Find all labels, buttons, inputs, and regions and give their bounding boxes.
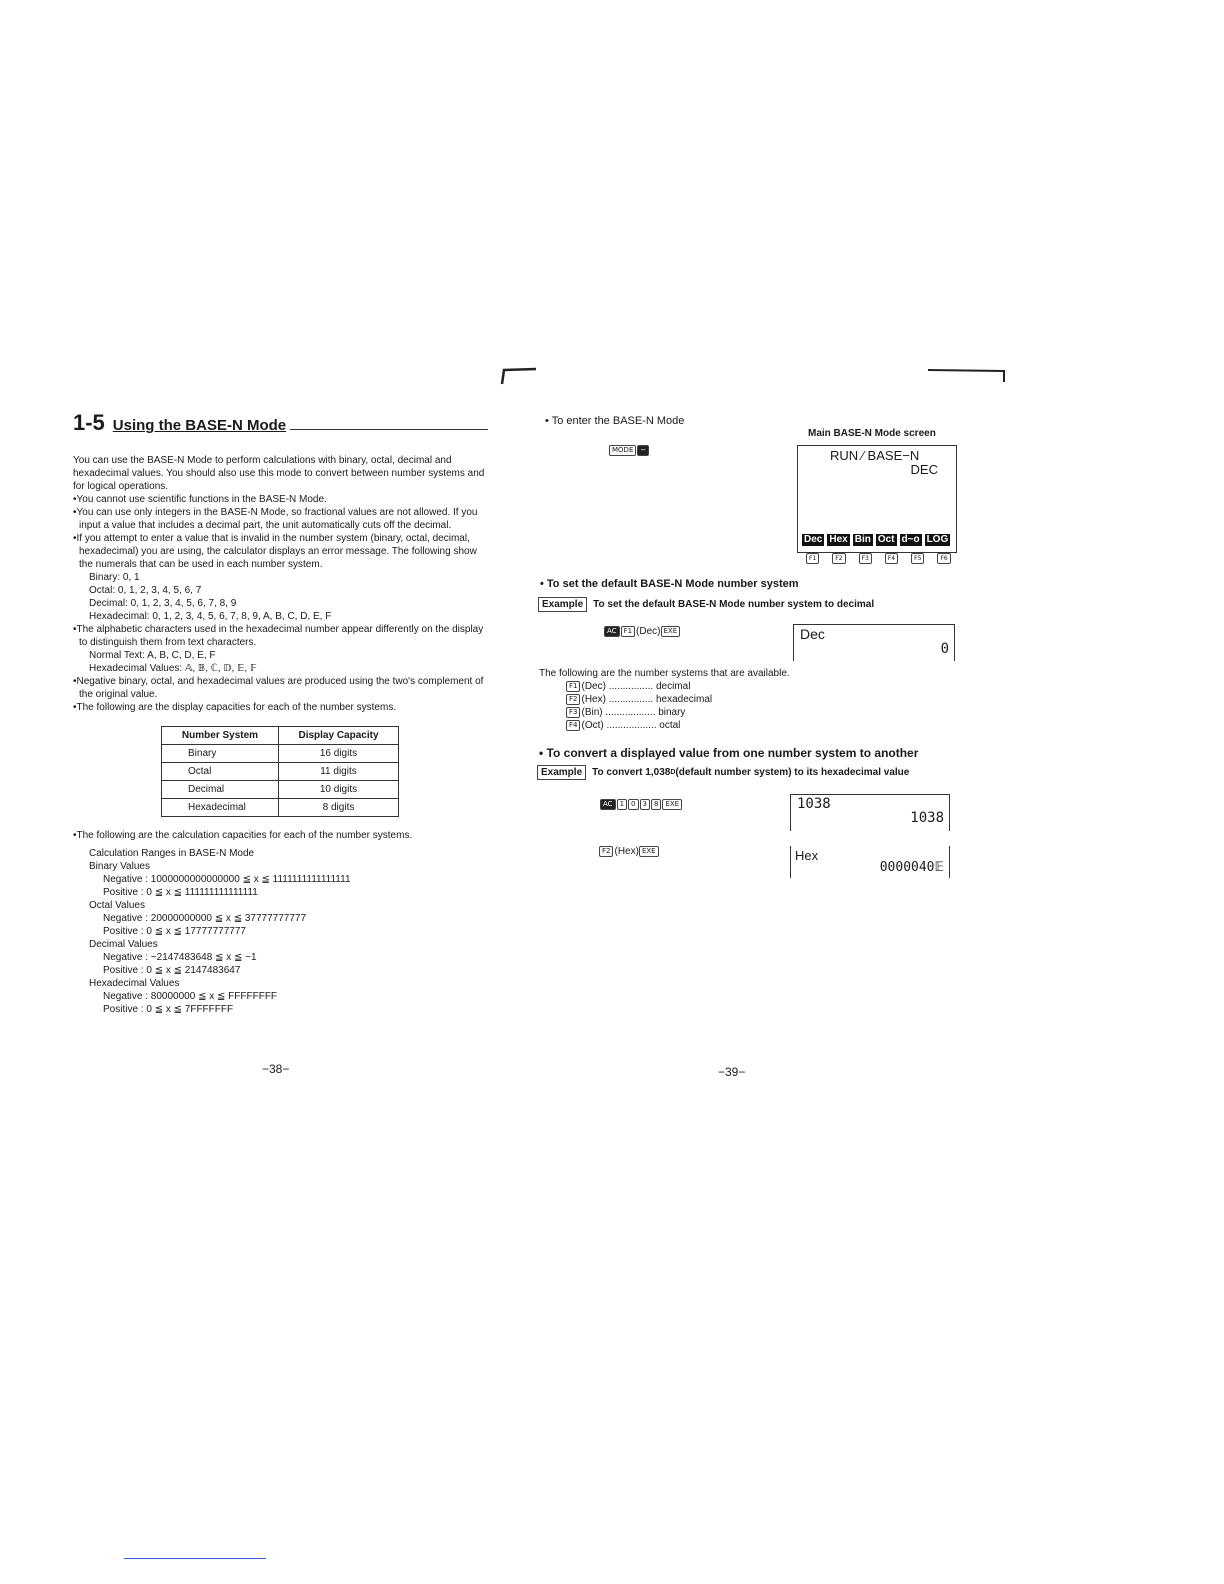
range-negative: Negative : 1000000000000000 ≦ x ≦ 1111111111111111 xyxy=(103,874,351,885)
bottom-rule xyxy=(124,1558,266,1559)
exe-key-icon: EXE xyxy=(661,626,681,637)
enter-key-sequence xyxy=(609,442,650,460)
table-row xyxy=(162,745,399,763)
example2-line xyxy=(537,765,909,780)
dec-paren-label: (Dec) xyxy=(636,626,661,638)
normal-text-line: Normal Text: A, B, C, D, E, F xyxy=(89,650,216,661)
bullet-calc: •The following are the calculation capacities for each of the number systems. xyxy=(73,830,413,841)
crop-mark-icon xyxy=(500,366,540,386)
available-text: The following are the number systems that are available. xyxy=(539,668,790,679)
main-screen-label: Main BASE-N Mode screen xyxy=(808,428,936,439)
lcd-1038-display xyxy=(790,794,950,831)
enter-heading xyxy=(545,415,684,427)
range-label: Binary Values xyxy=(89,861,150,872)
lcd-dec-top: Dec xyxy=(800,626,825,642)
exe-key-icon: EXE xyxy=(662,799,682,810)
table-cell: Hexadecimal xyxy=(162,799,279,817)
convert-heading: • To convert a displayed value from one number system to another xyxy=(539,746,919,760)
table-row xyxy=(162,763,399,781)
ac-key-icon: AC xyxy=(600,799,616,810)
capacity-table xyxy=(161,726,399,817)
lcd-hex-top: Hex xyxy=(795,848,819,863)
f6-key-icon: F6 xyxy=(937,553,950,564)
hex-paren-label: (Hex) xyxy=(614,846,639,858)
digit-3-key-icon: 3 xyxy=(640,799,650,810)
exe-key-icon: EXE xyxy=(639,846,659,857)
system-name: (Oct) xyxy=(581,720,604,731)
bullet-alpha: •The alphabetic characters used in the hexadecimal number appear differently on the display to distinguish them from text characters. xyxy=(73,624,484,648)
list-item xyxy=(566,693,712,706)
lcd-hex-display xyxy=(790,846,950,878)
lcd-1038-value: 1038 xyxy=(910,810,944,826)
f2-key-icon: F2 xyxy=(566,694,580,705)
f2-key-icon: F2 xyxy=(832,553,845,564)
system-desc: binary xyxy=(658,707,686,718)
menu-oct[interactable]: Oct xyxy=(877,534,895,545)
lcd-hex-value: 0000040𝔼 xyxy=(879,860,944,875)
section-number: 1-5 xyxy=(73,410,105,435)
page-number-right: −39− xyxy=(718,1065,746,1079)
intro-paragraph: You can use the BASE-N Mode to perform calculations with binary, octal, decimal and hexadecimal values. You should also use this mode to convert between number systems and for logical operations. xyxy=(73,455,485,492)
table-header-row xyxy=(162,727,399,745)
ac-key-icon: AC xyxy=(604,626,620,637)
function-menu-bar xyxy=(802,534,950,546)
list-item xyxy=(566,680,712,693)
range-positive: Positive : 0 ≦ x ≦ 17777777777 xyxy=(103,926,246,937)
example1-text: To set the default BASE-N Mode number system to decimal xyxy=(593,599,875,610)
digit-8-key-icon: 8 xyxy=(651,799,661,810)
f1-key-icon: F1 xyxy=(566,681,580,692)
calc-heading: Calculation Ranges in BASE-N Mode xyxy=(89,848,255,859)
table-cell: Octal xyxy=(162,763,279,781)
system-name: (Dec) xyxy=(581,681,606,692)
menu-bin[interactable]: Bin xyxy=(854,534,871,545)
numerals-hexadecimal: Hexadecimal: 0, 1, 2, 3, 4, 5, 6, 7, 8, 9, A, B, C, D, E, F xyxy=(89,611,332,622)
table-header: Display Capacity xyxy=(279,727,399,745)
f2-key-icon: F2 xyxy=(599,846,613,857)
list-item xyxy=(566,706,712,719)
numerals-octal: Octal: 0, 1, 2, 3, 4, 5, 6, 7 xyxy=(89,585,202,596)
leader-dots: .................. xyxy=(606,720,657,731)
menu-dec[interactable]: Dec xyxy=(804,534,823,545)
f1-key-icon: F1 xyxy=(621,626,635,637)
heading-rule xyxy=(290,419,488,430)
f4-key-icon: F4 xyxy=(566,720,580,731)
example2-hex-sequence xyxy=(599,846,660,857)
list-item xyxy=(566,719,712,732)
example1-key-sequence xyxy=(604,626,681,637)
leader-dots: ................ xyxy=(608,694,654,705)
f3-key-icon: F3 xyxy=(566,707,580,718)
example-badge: Example xyxy=(538,597,587,612)
table-header: Number System xyxy=(162,727,279,745)
range-positive: Positive : 0 ≦ x ≦ 2147483647 xyxy=(103,965,241,976)
section-title: Using the BASE-N Mode xyxy=(112,417,287,434)
table-cell: Decimal xyxy=(162,781,279,799)
example1-line xyxy=(538,597,874,612)
range-label: Hexadecimal Values xyxy=(89,978,180,989)
lcd-1038-top: 1038 xyxy=(797,796,831,812)
table-cell: 11 digits xyxy=(279,763,399,781)
intro-block xyxy=(73,454,488,714)
leader-dots: ................ xyxy=(608,681,654,692)
section-heading xyxy=(73,410,488,436)
minus-key-icon: − xyxy=(637,445,649,456)
table-cell: Binary xyxy=(162,745,279,763)
numerals-binary: Binary: 0, 1 xyxy=(89,572,140,583)
menu-log[interactable]: LOG xyxy=(926,534,949,545)
example2-key-sequence xyxy=(600,796,683,814)
f4-key-icon: F4 xyxy=(885,553,898,564)
enter-heading-text: • To enter the BASE-N Mode xyxy=(545,415,685,427)
lcd-dec-display xyxy=(793,624,955,661)
example-badge: Example xyxy=(537,765,586,780)
table-row xyxy=(162,799,399,817)
range-label: Decimal Values xyxy=(89,939,158,950)
f3-key-icon: F3 xyxy=(859,553,872,564)
range-negative: Negative : −2147483648 ≦ x ≦ −1 xyxy=(103,952,257,963)
table-row xyxy=(162,781,399,799)
menu-d-o[interactable]: d~o xyxy=(901,534,920,545)
bullet-scientific: •You cannot use scientific functions in the BASE-N Mode. xyxy=(73,494,327,505)
default-heading: • To set the default BASE-N Mode number system xyxy=(540,578,799,590)
leader-dots: .................. xyxy=(605,707,656,718)
bullet-display: •The following are the display capacities for each of the number systems. xyxy=(73,702,397,713)
screen-line-dec: DEC xyxy=(910,462,938,477)
mode-key-icon: MODE xyxy=(609,445,636,456)
system-desc: hexadecimal xyxy=(655,694,713,705)
digit-0-key-icon: 0 xyxy=(628,799,638,810)
hex-values-line: Hexadecimal Values: 𝔸, 𝔹, ℂ, 𝔻, 𝔼, 𝔽 xyxy=(89,663,257,674)
system-desc: octal xyxy=(659,720,681,731)
range-label: Octal Values xyxy=(89,900,145,911)
bullet-invalid: •If you attempt to enter a value that is invalid in the number system (binary, octal, decimal, hexadecimal) you are using, the calculator displays an error message. The following show the numerals that can be used in each number system. xyxy=(73,533,477,570)
fkey-row xyxy=(806,553,952,564)
table-cell: 10 digits xyxy=(279,781,399,799)
calc-ranges-block xyxy=(73,829,488,1016)
f1-key-icon: F1 xyxy=(806,553,819,564)
example2-sub: D xyxy=(670,769,676,776)
range-negative: Negative : 80000000 ≦ x ≦ FFFFFFFF xyxy=(103,991,278,1002)
system-desc: decimal xyxy=(655,681,691,692)
range-positive: Positive : 0 ≦ x ≦ 7FFFFFFF xyxy=(103,1004,234,1015)
range-negative: Negative : 20000000000 ≦ x ≦ 37777777777 xyxy=(103,913,307,924)
numerals-decimal: Decimal: 0, 1, 2, 3, 4, 5, 6, 7, 8, 9 xyxy=(89,598,237,609)
digit-1-key-icon: 1 xyxy=(617,799,627,810)
left-page xyxy=(73,410,488,1016)
main-screen-display xyxy=(797,445,957,553)
page-number-left: −38− xyxy=(262,1062,290,1076)
crop-mark-icon xyxy=(928,366,1008,386)
table-cell: 8 digits xyxy=(279,799,399,817)
menu-hex[interactable]: Hex xyxy=(829,534,848,545)
systems-list xyxy=(566,680,712,732)
screen-line-run: RUN ∕ BASE−N xyxy=(830,448,920,463)
range-positive: Positive : 0 ≦ x ≦ 111111111111111 xyxy=(103,887,258,898)
bullet-integers: •You can use only integers in the BASE-N Mode, so fractional values are not allowed. If you input a value that includes a decimal part, the unit automatically cuts off the decimal. xyxy=(73,507,478,531)
table-cell: 16 digits xyxy=(279,745,399,763)
example2-text: To convert 1,038 xyxy=(592,767,671,778)
bullet-negative: •Negative binary, octal, and hexadecimal values are produced using the two's complement of the original value. xyxy=(73,676,484,700)
lcd-dec-value: 0 xyxy=(940,641,949,657)
system-name: (Bin) xyxy=(581,707,603,718)
f5-key-icon: F5 xyxy=(911,553,924,564)
example2-rest: (default number system) to its hexadecimal value xyxy=(675,767,910,778)
system-name: (Hex) xyxy=(581,694,606,705)
